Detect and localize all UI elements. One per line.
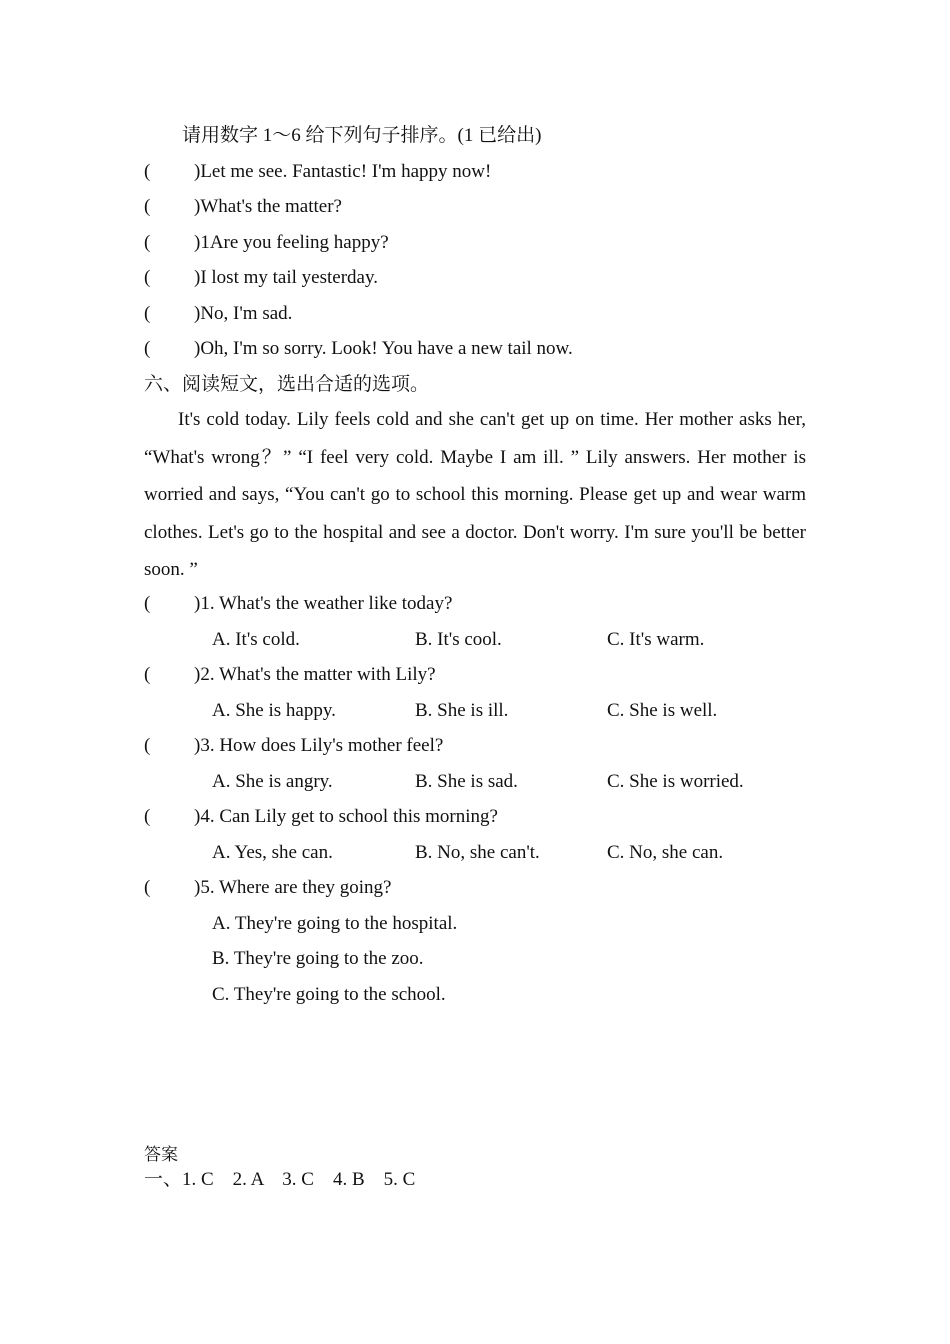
option-a: A. They're going to the hospital. — [212, 913, 458, 934]
question-text: )5. Where are they going? — [194, 877, 392, 898]
option-b: B. It's cool. — [415, 629, 502, 650]
question — [144, 591, 452, 617]
option-a: A. Yes, she can. — [212, 842, 333, 863]
ordering-item — [144, 194, 342, 220]
option-b: B. They're going to the zoo. — [212, 948, 424, 969]
question-text: )4. Can Lily get to school this morning? — [194, 806, 498, 827]
question — [144, 804, 498, 830]
answer-blank[interactable]: ( — [144, 232, 151, 253]
answer-blank[interactable]: ( — [144, 196, 151, 217]
ordering-item-text: )1Are you feeling happy? — [194, 232, 389, 253]
question-text: )3. How does Lily's mother feel? — [194, 735, 444, 756]
ordering-item — [144, 301, 292, 327]
answers-title: 答案 — [144, 1145, 178, 1164]
ordering-item — [144, 265, 378, 291]
option-b: B. She is ill. — [415, 700, 509, 721]
option-b: B. She is sad. — [415, 771, 518, 792]
option-c: C. It's warm. — [607, 629, 705, 650]
answer-blank[interactable]: ( — [144, 806, 151, 827]
option-c: C. No, she can. — [607, 842, 724, 863]
answer-blank[interactable]: ( — [144, 338, 151, 359]
ordering-item — [144, 159, 491, 185]
option-a: A. It's cold. — [212, 629, 300, 650]
answer-blank[interactable]: ( — [144, 267, 151, 288]
answer-blank[interactable]: ( — [144, 303, 151, 324]
option-a: A. She is angry. — [212, 771, 333, 792]
question — [144, 733, 443, 759]
ordering-item-text: )I lost my tail yesterday. — [194, 267, 378, 288]
ordering-instruction: 请用数字 1～6 给下列句子排序。(1 已给出) — [182, 125, 542, 146]
option-c: C. They're going to the school. — [212, 984, 446, 1005]
ordering-item-text: )Let me see. Fantastic! I'm happy now! — [194, 161, 492, 182]
answer-blank[interactable]: ( — [144, 877, 151, 898]
option-c: C. She is well. — [607, 700, 718, 721]
ordering-item-text: )What's the matter? — [194, 196, 342, 217]
ordering-item — [144, 230, 389, 256]
reading-passage: It's cold today. Lily feels cold and she can't get up on time. Her mother asks her, “What's wrong？” “I feel very cold. Maybe I am ill. ” Lily answers. Her mother is worried and says, “You can't go to school this morning. Please get up and wear warm clothes. Let's go to the hospital and see a doctor. Don't worry. I'm sure you'll be better soon. ” — [144, 409, 806, 580]
question-text: )1. What's the weather like today? — [194, 593, 453, 614]
answer-blank[interactable]: ( — [144, 161, 151, 182]
question — [144, 875, 391, 901]
option-b: B. No, she can't. — [415, 842, 540, 863]
ordering-item-text: )Oh, I'm so sorry. Look! You have a new tail now. — [194, 338, 573, 359]
answers-line: 一、1. C 2. A 3. C 4. B 5. C — [144, 1169, 416, 1190]
reading-heading: 六、阅读短文，选出合适的选项。 — [144, 374, 430, 395]
question-text: )2. What's the matter with Lily? — [194, 664, 436, 685]
answer-blank[interactable]: ( — [144, 664, 151, 685]
option-a: A. She is happy. — [212, 700, 336, 721]
ordering-item-text: )No, I'm sad. — [194, 303, 293, 324]
answer-blank[interactable]: ( — [144, 735, 151, 756]
ordering-item — [144, 336, 573, 362]
answer-blank[interactable]: ( — [144, 593, 151, 614]
question — [144, 662, 436, 688]
option-c: C. She is worried. — [607, 771, 744, 792]
